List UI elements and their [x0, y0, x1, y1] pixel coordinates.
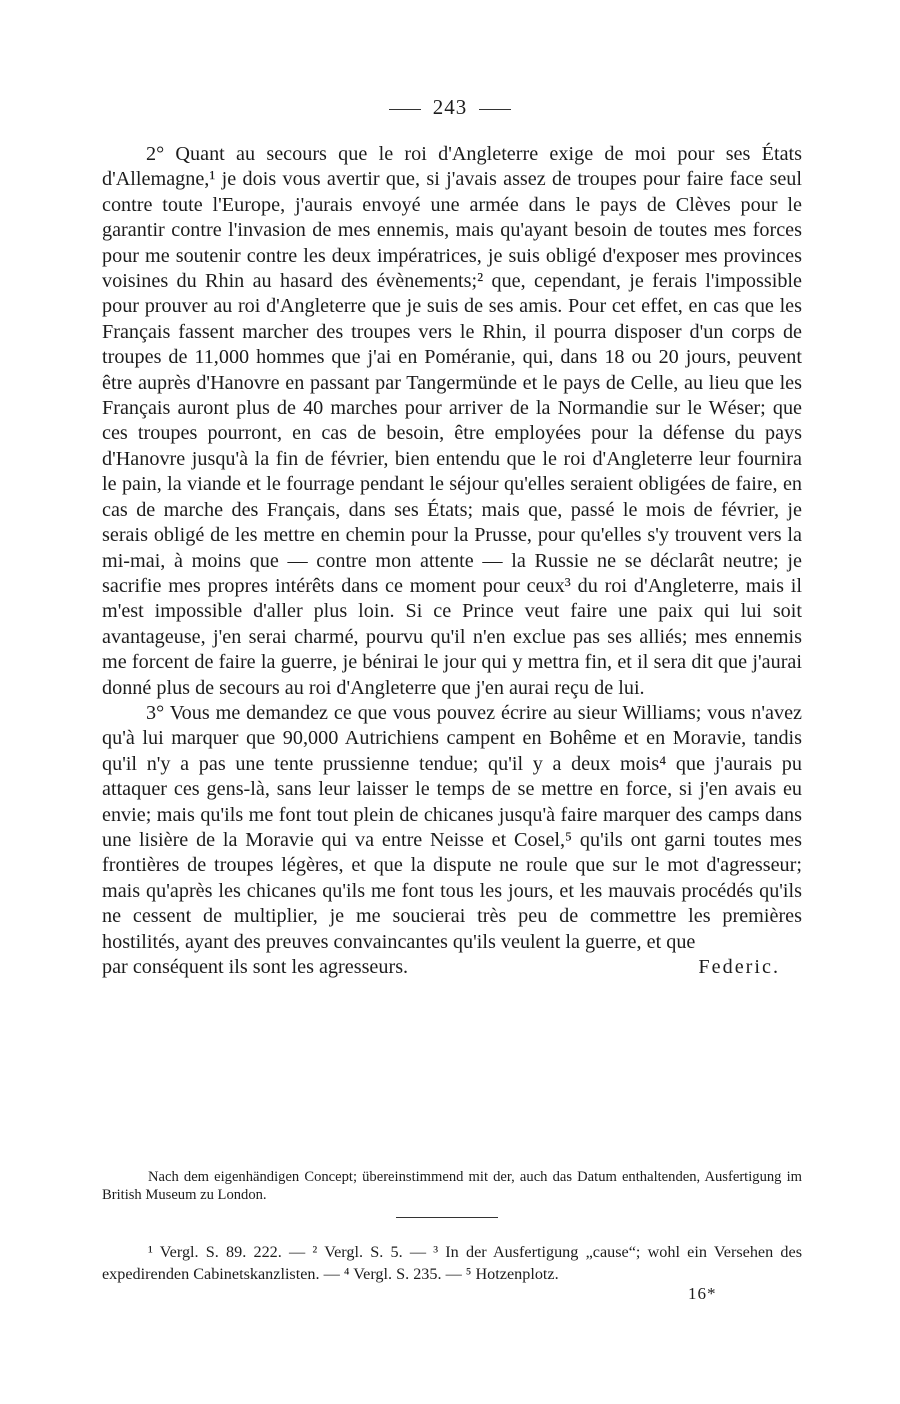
header-rule-left — [389, 109, 421, 110]
footnotes — [102, 1241, 802, 1285]
source-note-text: Nach dem eigenhändigen Concept; übereinstimmend mit der, auch das Datum enthaltenden, Ausfertigung im British Museum zu London. — [102, 1169, 802, 1203]
signature: Federic. — [698, 956, 780, 978]
closing-text: par conséquent ils sont les agresseurs. — [102, 956, 409, 978]
page-header — [0, 95, 900, 120]
header-rule-right — [479, 109, 511, 110]
main-text — [102, 142, 802, 980]
footnotes-text: ¹ Vergl. S. 89. 222. — ² Vergl. S. 5. — ³ In der Ausfertigung „cause“; wohl ein Versehen des expedirenden Cabinetskanzlisten. — ⁴ Vergl. S. 235. — ⁵ Hotzenplotz. — [102, 1243, 802, 1283]
paragraph-2: 2° Quant au secours que le roi d'Angleterre exige de moi pour ses États d'Allemagne,¹ je dois vous avertir que, si j'avais assez de troupes pour faire face seul contre toute l'Europe, j'aurais envoyé une armée dans le pays de Clèves pour le garantir contre l'invasion de mes ennemis, mais qu'ayant besoin de toutes mes forces pour me soutenir contre les deux impératrices, je suis obligé d'exposer mes provinces voisines du Rhin au hasard des évènements;² que, cependant, je ferais l'impossible pour prouver au roi d'Angleterre que je suis de ses amis. Pour cet effet, en cas que les Français fassent marcher des troupes vers le Rhin, il pourra disposer d'un corps de troupes de 11,000 hommes que j'ai en Poméranie, qui, dans 18 ou 20 jours, peuvent être auprès d'Hanovre en passant par Tangermünde et le pays de Celle, au lieu que les Français auront plus de 40 marches pour arriver de la Normandie sur le Wéser; que ces troupes pourront, en cas de besoin, être employées pour la défense du pays d'Hanovre jusqu'à la fin de février, bien entendu que le roi d'Angleterre leur fournira le pain, la viande et le fourrage pendant le séjour qu'elles seraient obligées de faire, en cas de marche des Français, dans ses États; mais que, passé le mois de février, je serais obligé de les mettre en chemin pour la Prusse, pour qu'elles s'y trouvent vers la mi-mai, à moins que — contre mon attente — la Russie ne se déclarât neutre; je sacrifie mes propres intérêts dans ce moment pour ceux³ du roi d'Angleterre, mais il m'est impossible d'aller plus loin. Si ce Prince veut faire une paix qui lui soit avantageuse, j'en serai charmé, pourvu qu'il n'en exclue pas ses alliés; mes ennemis me forcent de faire la guerre, je bénirai le jour qui y mettra fin, et il sera dit que j'aurai donné plus de secours au roi d'Angleterre que j'en aurai reçu de lui. — [102, 143, 802, 699]
paragraph-3: 3° Vous me demandez ce que vous pouvez écrire au sieur Williams; vous n'avez qu'à lui marquer que 90,000 Autrichiens campent en Bohême et en Moravie, tandis qu'il n'y a pas une tente prussienne tendue; qu'il y a deux mois⁴ que j'aurais pu attaquer ces gens-là, sans leur laisser le temps de se mettre en force, si j'en avais eu envie; mais qu'ils me font tout plein de chicanes jusqu'à faire marquer des camps dans une lisière de la Moravie qui va entre Neisse et Cosel,⁵ qu'ils ont garni toutes mes frontières de troupes légères, et que la dispute ne roule que sur le mot d'agresseur; mais qu'après les chicanes qu'ils me font tous les jours, et les mauvais procédés qu'ils ne cessent de multiplier, je me soucierai très peu de commettre les premières hostilités, ayant des preuves convaincantes qu'ils veulent la guerre, et que — [102, 701, 802, 953]
printer-signature-mark: 16* — [688, 1284, 717, 1303]
page-number: 243 — [432, 95, 468, 119]
closing-line — [102, 955, 802, 980]
footnote-separator — [396, 1217, 498, 1218]
source-note — [102, 1168, 802, 1204]
